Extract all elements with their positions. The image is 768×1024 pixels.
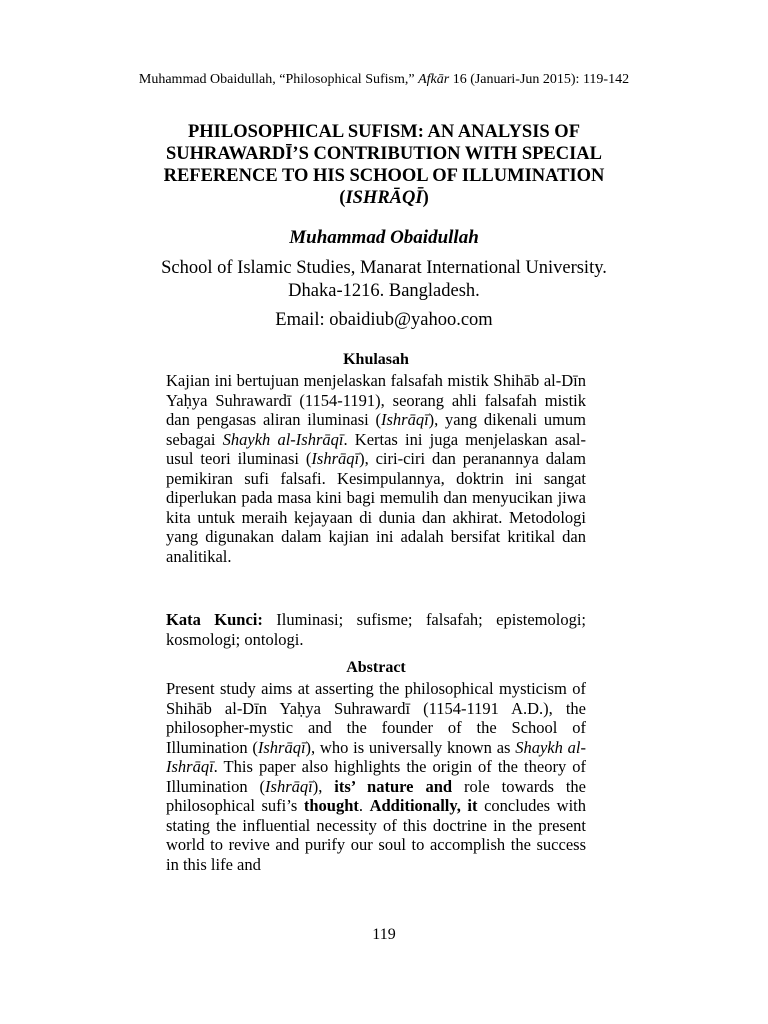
khulasah-heading: Khulasah: [343, 351, 409, 368]
journal-name: Afkār: [418, 72, 450, 87]
abstract-heading: Abstract: [346, 659, 406, 676]
abstract-text: role towards the philosophical sufi’s: [166, 776, 586, 815]
abstract-text: ), who is universally known as: [305, 737, 516, 757]
abstract-text: .: [358, 796, 370, 815]
khulasah-body: [166, 371, 586, 566]
author-affiliation: School of Islamic Studies, Manarat International University. Dhaka-1216. Bangladesh.: [161, 258, 607, 301]
abstract-text: ),: [312, 776, 335, 796]
keywords: [166, 610, 586, 650]
khulasah-text: ), yang dikenali umum sebagai: [166, 410, 587, 449]
khulasah-italic: Shaykh al-Ishrāqī: [222, 429, 344, 449]
khulasah-text: . Kertas ini juga menjelaskan asal-usul teori iluminasi (: [166, 429, 586, 468]
abstract-italic: Ishrāqī: [265, 776, 313, 796]
keywords-text: Iluminasi; sufisme; falsafah; epistemologi; kosmologi; ontologi.: [166, 610, 586, 649]
citation-issue: 16 (Januari-Jun 2015): 119-142: [449, 72, 630, 87]
khulasah-text: Kajian ini bertujuan menjelaskan falsafah mistik Shihāb al-Dīn Yaḥya Suhrawardī (1154-1191), seorang ahli falsafah mistik dan pengasas aliran iluminasi (: [166, 371, 586, 429]
abstract-bold: thought: [303, 796, 359, 815]
title-text: PHILOSOPHICAL SUFISM: AN ANALYSIS OF SUHRAWARDĪ’S CONTRIBUTION WITH SPECIAL REFERENCE TO HIS SCHOOL OF ILLUMINATION (: [163, 122, 605, 208]
abstract-text: concludes with stating the influential necessity of this doctrine in the present world to revive and purify our soul to accomplish the success in this life and: [166, 796, 587, 874]
keywords-label: Kata Kunci:: [166, 610, 263, 629]
abstract-text: Present study aims at asserting the philosophical mysticism of Shihāb al-Dīn Yaḥya Suhrawardī (1154-1191 A.D.), the philosopher-mystic and the founder of the School of Illumination (: [166, 679, 586, 757]
khulasah-text: ), ciri-ciri dan peranannya dalam pemikiran sufi falsafi. Kesimpulannya, doktrin ini sangat diperlukan pada masa kini bagi memulih dan menyucikan jiwa kita untuk meraih kejayaan di dunia dan akhirat. Metodologi yang digunakan dalam kajian ini adalah bersifat kritikal dan analitikal.: [166, 449, 587, 566]
abstract-text: . This paper also highlights the origin of the theory of Illumination (: [166, 757, 586, 796]
paper-title: [120, 121, 648, 209]
abstract-body: [166, 679, 586, 874]
abstract-italic: Ishrāqī: [257, 737, 306, 757]
citation-text: Muhammad Obaidullah, “Philosophical Sufism,”: [138, 72, 419, 87]
khulasah-italic: Ishrāqī: [380, 410, 429, 429]
abstract-bold: its’ nature and: [334, 776, 453, 796]
author-name: Muhammad Obaidullah: [289, 227, 479, 248]
page-number: 119: [372, 926, 396, 943]
author-email: Email: obaidiub@yahoo.com: [275, 310, 493, 330]
khulasah-italic: Ishrāqī: [311, 449, 360, 468]
title-close: ): [422, 188, 429, 208]
title-italic: ISHRĀQĪ: [345, 188, 423, 208]
abstract-italic: Shaykh al-Ishrāqī: [166, 737, 586, 776]
abstract-bold: Additionally, it: [369, 796, 478, 815]
citation-header: [100, 71, 668, 89]
